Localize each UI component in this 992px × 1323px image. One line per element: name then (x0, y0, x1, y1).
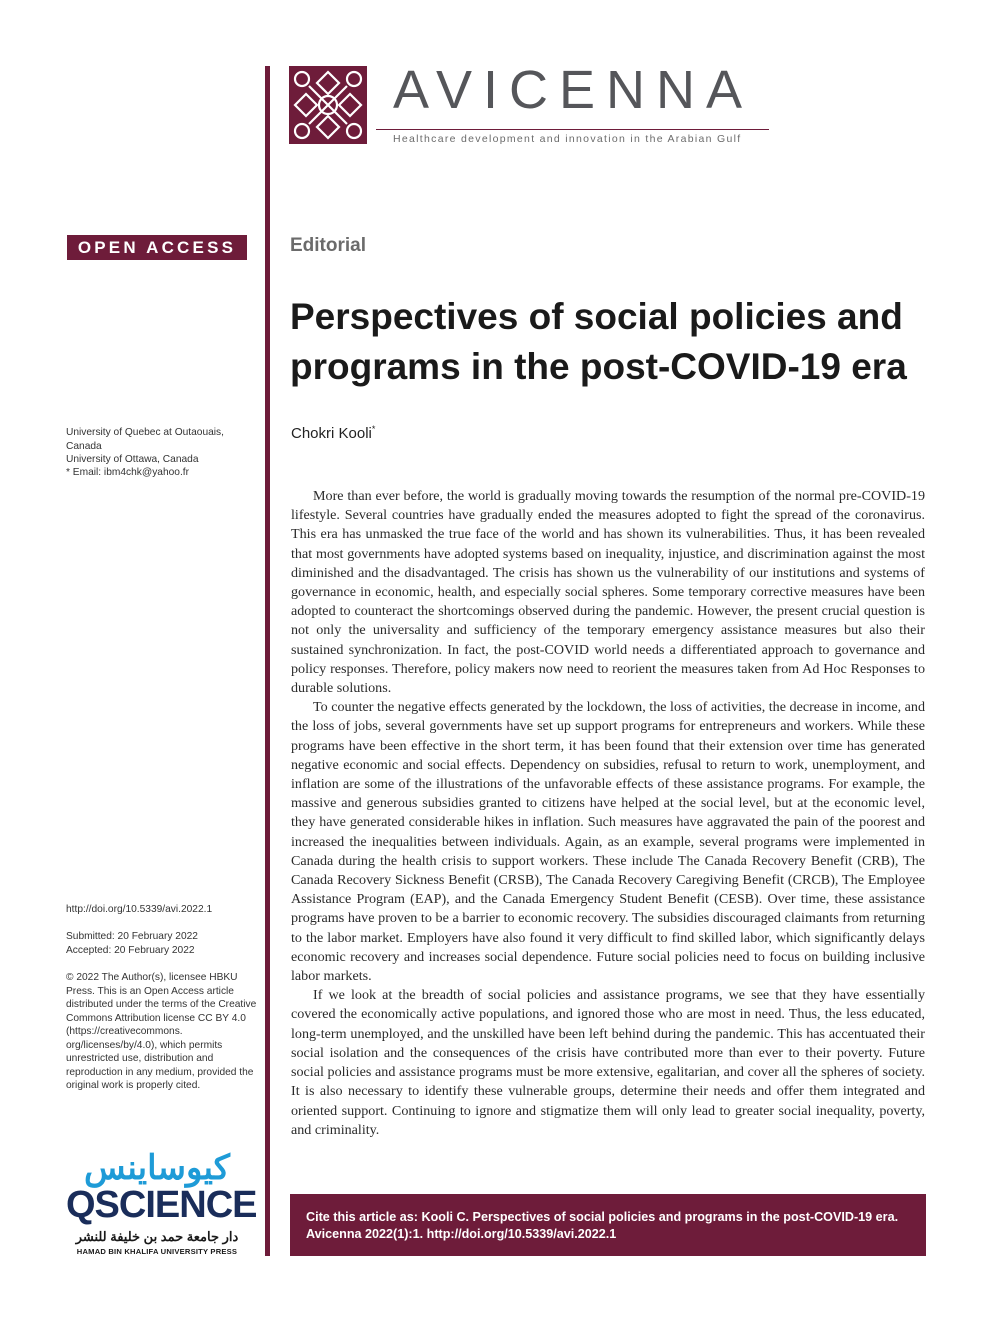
citation-box: Cite this article as: Kooli C. Perspectives of social policies and programs in the post-COVID-19 era. Avicenna 2022(1):1. http://doi.org/10.5339/avi.2022.1 (290, 1194, 926, 1256)
author-name: Chokri Kooli (291, 425, 372, 442)
submitted-date: Submitted: 20 February 2022 (66, 931, 198, 942)
journal-tagline: Healthcare development and innovation in the Arabian Gulf (393, 133, 742, 145)
press-name-arabic: دار جامعة حمد بن خليفة للنشر (75, 1229, 239, 1244)
open-access-badge: OPEN ACCESS (67, 235, 247, 260)
dates (66, 930, 262, 957)
accepted-date: Accepted: 20 February 2022 (66, 944, 195, 956)
article-body (291, 487, 925, 1140)
article-type: Editorial (290, 235, 367, 256)
affiliation: University of Ottawa, Canada (66, 454, 199, 465)
author-mark: * (371, 424, 376, 434)
paragraph: More than ever before, the world is gradually moving towards the resumption of the normal pre-COVID-19 lifestyle. Several countries have gradually ended the measures adopted to fight the spread of the coronavirus. This era has unmasked the true face of the world and has shown its vulnerabilities. Thus, it has been revealed that most governments have adopted systems based on inequality, injustice, and discrimination against the most diminished and the disadvantaged. The crisis has shown us the vulnerability of our institutions and systems of governance in economic, health, and especially social spheres. Some temporary corrective measures have been adopted to counteract the shortcomings observed during the pandemic. However, the present crucial question is not only the universality and sufficiency of the temporary emergency assistance measures but also their sustained synchronization. In fact, the post-COVID world needs a differentiated approach to governance and policy responses. Therefore, policy makers now need to reorient the measures taken from Ad Hoc Responses to durable solutions. (291, 488, 925, 697)
paragraph: If we look at the breadth of social policies and assistance programs, we see that they have essentially covered the economically active populations, and ignored those who are most in need. Thus, the less educated, long-term unemployed, and the unskilled have been left behind during the pandemic. This has accentuated their social isolation and the consequences of the crisis have contributed more than ever to their poverty. Future social policies and assistance programs must be more extensive, egalitarian, and cover all the spheres of society. It is also necessary to identify these vulnerable groups, determine their needs and offer them integrated and oriented support. Continuing to ignore and stigmatize them will only lead to greater social inequality, poverty, and criminality. (291, 987, 925, 1138)
qscience-arabic-logo: كيوساينس (84, 1149, 230, 1187)
license-text: © 2022 The Author(s), licensee HBKU Press. This is an Open Access article distributed under the terms of the Creative Commons Attribution license CC BY 4.0 (https://creativecommons. org/licenses/by/4.0), which permits unrestricted use, distribution and reproduction in any medium, provided the original work is properly cited. (66, 972, 257, 1091)
journal-name: AVICENNA (393, 60, 754, 120)
author (291, 424, 375, 442)
brand-underline (376, 129, 769, 130)
article-title: Perspectives of social policies and programs in the post-COVID-19 era (290, 296, 907, 387)
avicenna-logo-icon (289, 66, 367, 144)
affiliation: University of Quebec at Outaouais, Canada (66, 427, 224, 452)
paragraph: To counter the negative effects generated by the lockdown, the loss of activities, the decrease in income, and the loss of jobs, several governments have set up support programs for entrepreneurs and workers. While these programs have been effective in the short term, it has been found that their extension over time has generated negative economic and social effects. Dependency on subsidies, refusal to return to work, unemployment, and inflation are some of the illustrations of the unfavorable effects of these assistance programs. For example, the massive and generous subsidies granted to citizens have helped at the social level, but at the economic level, they have generated considerable hikes in inflation. Such measures have aggravated the pain of the poorest and increased the inequalities between individuals. Again, as an example, several programs were implemented in Canada during the health crisis to support workers. These include The Canada Recovery Benefit (CRB), The Canada Recovery Sickness Benefit (CRSB), The Canada Recovery Caregiving Benefit (CRCB), The Employee Assistance Program (EAP), and the Canada Emergency Student Benefit (CESB). Over time, these assistance programs have proven to be a barrier to economic recovery. The subsidies discouraged claimants from returning to the labor market. Employers have also found it very difficult to find skilled labor, which significantly delays economic recovery and increases social dependence. Future social policies need to focus on building inclusive labor markets. (291, 699, 925, 985)
vertical-divider (265, 66, 270, 1256)
affiliations (66, 426, 262, 467)
doi-link[interactable]: http://doi.org/10.5339/avi.2022.1 (66, 904, 213, 915)
corresponding-email: * Email: ibm4chk@yahoo.fr (66, 467, 190, 478)
qscience-logo: QSCIENCE (66, 1184, 257, 1226)
press-name-english: HAMAD BIN KHALIFA UNIVERSITY PRESS (76, 1247, 238, 1256)
